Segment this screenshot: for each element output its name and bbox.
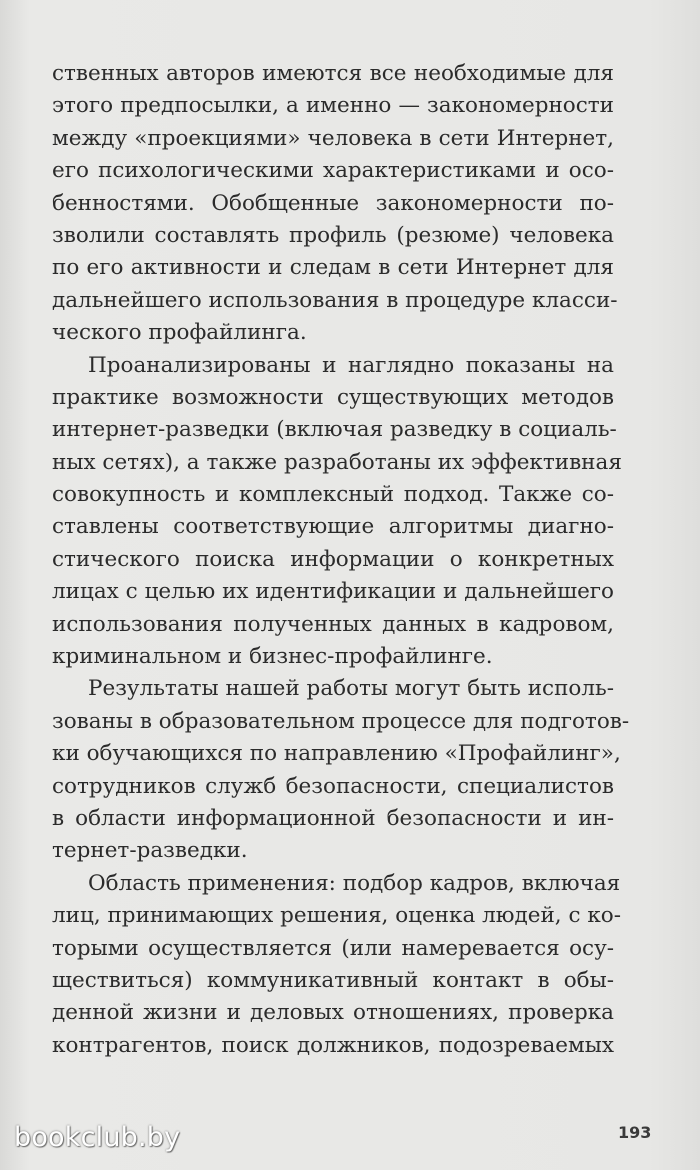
text-line: сотрудников служб безопасности, специалистов — [52, 773, 614, 799]
text-line: Область применения: подбор кадров, включая — [88, 870, 621, 896]
text-line: ществиться) коммуникативный контакт в обы- — [52, 967, 614, 993]
text-line: ческого профайлинга. — [52, 320, 307, 346]
text-line: по его активности и следам в сети Интернет для — [52, 255, 614, 281]
text-line: денной жизни и деловых отношениях, проверка — [52, 1000, 614, 1026]
text-line: его психологическими характеристиками и осо- — [52, 158, 614, 184]
text-line: зованы в образовательном процессе для подготов- — [52, 708, 630, 734]
text-line: лицах с целью их идентификации и дальнейшего — [52, 579, 614, 605]
text-line: торыми осуществляется (или намеревается осу- — [52, 935, 614, 961]
paragraph — [52, 868, 621, 1062]
text-line: ных сетях), а также разработаны их эффективная — [52, 449, 622, 475]
text-line: интернет-разведки (включая разведку в социаль- — [52, 417, 617, 443]
text-line: практике возможности существующих методов — [52, 384, 614, 410]
text-line: лиц, принимающих решения, оценка людей, с ко- — [52, 903, 621, 929]
text-line: ставлены соответствующие алгоритмы диагно- — [52, 514, 614, 540]
watermark-logo: bookclub.by — [14, 1122, 181, 1153]
text-line: совокупность и комплексный подход. Также со- — [52, 482, 614, 508]
text-line: между «проекциями» человека в сети Интернет, — [52, 125, 614, 151]
text-line: стического поиска информации о конкретных — [52, 546, 614, 572]
paragraph — [52, 673, 630, 867]
text-line: зволили составлять профиль (резюме) человека — [52, 222, 614, 248]
text-line: дальнейшего использования в процедуре класси- — [52, 287, 618, 313]
text-line: бенностями. Обобщенные закономерности по- — [52, 190, 614, 216]
text-line: Результаты нашей работы могут быть исполь- — [88, 676, 614, 702]
text-line: Проанализированы и наглядно показаны на — [88, 352, 614, 378]
paragraph — [52, 350, 622, 674]
text-line: ственных авторов имеются все необходимые для — [52, 61, 614, 86]
text-line: контрагентов, поиск должников, подозреваемых — [52, 1032, 614, 1058]
text-line: в области информационной безопасности и ин- — [52, 805, 614, 831]
body-text — [52, 58, 630, 1062]
text-line: тернет-разведки. — [52, 838, 248, 864]
text-line: использования полученных данных в кадровом, — [52, 611, 614, 637]
text-line: этого предпосылки, а именно — закономерности — [52, 93, 614, 119]
text-line: криминальном и бизнес-профайлинге. — [52, 644, 493, 670]
paragraph — [52, 58, 618, 350]
text-line: ки обучающихся по направлению «Профайлинг», — [52, 741, 621, 767]
page-number: 193 — [618, 1123, 652, 1142]
